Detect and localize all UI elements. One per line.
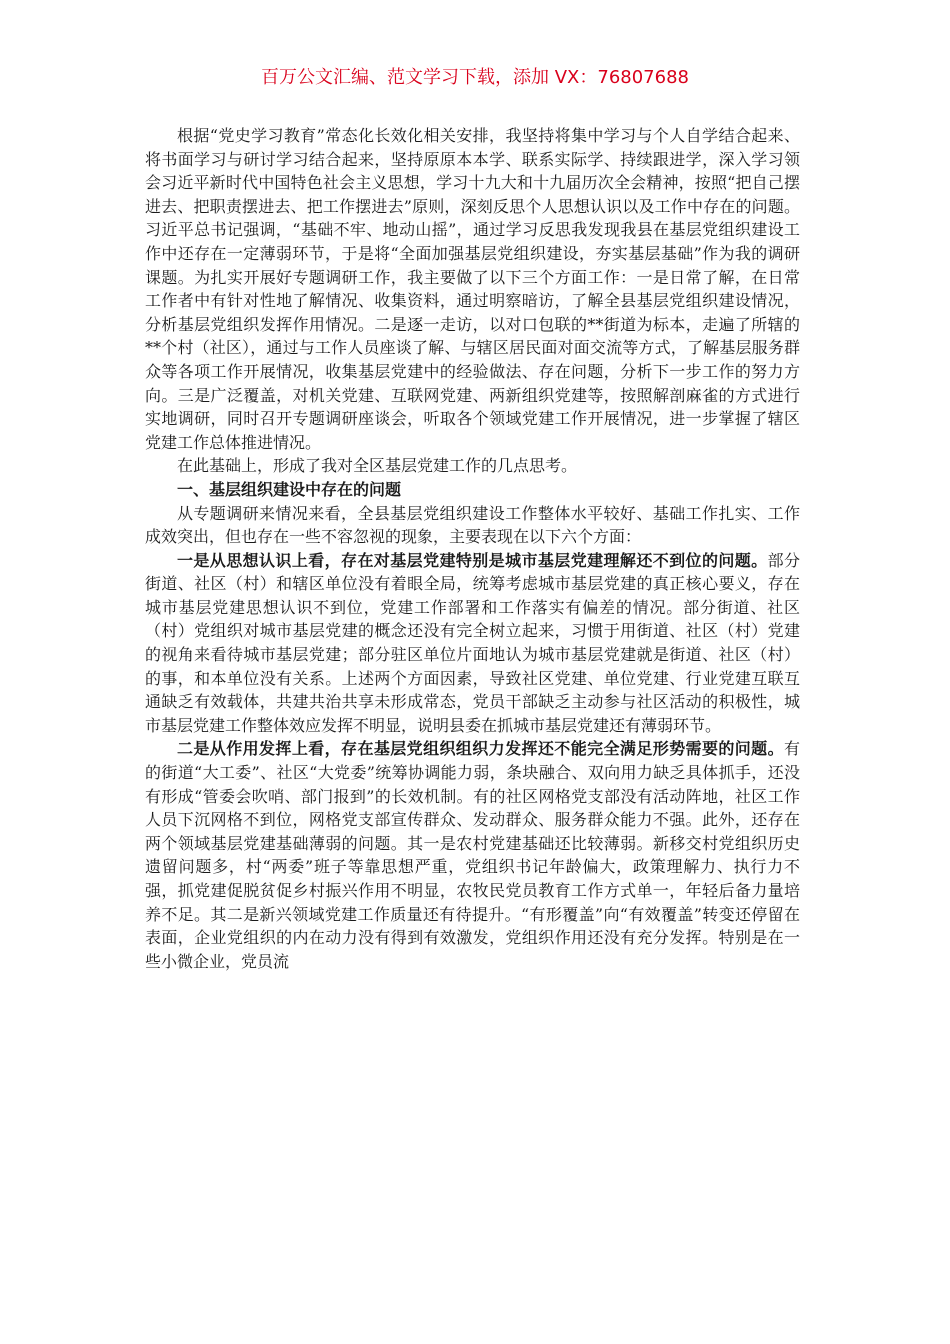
- point-2-lead: 二是从作用发挥上看，存在基层党组织组织力发挥还不能完全满足形势需要的问题。: [177, 739, 784, 759]
- header-banner: 百万公文汇编、范文学习下载，添加 VX：76807688: [261, 67, 689, 88]
- section-heading-1: 一、基层组织建设中存在的问题: [177, 479, 402, 499]
- paragraph-point-1: [145, 549, 800, 738]
- paragraph-point-2: [145, 737, 800, 973]
- paragraph-intro: 根据“党史学习教育”常态化长效化相关安排，我坚持将集中学习与个人自学结合起来、将书面学习与研讨学习结合起来，坚持原原本本学、联系实际学、持续跟进学，深入学习领会习近平新时代中国特色社会主义思想，学习十九大和十九届历次全会精神，按照“把自己摆进去、把职责摆进去、把工作摆进去”原则，深刻反思个人思想认识以及工作中存在的问题。习近平总书记强调，“基础不牢、地动山摇”，通过学习反思我发现我县在基层党组织建设工作中还存在一定薄弱环节，于是将“全面加强基层党组织建设，夯实基层基础”作为我的调研课题。为扎实开展好专题调研工作，我主要做了以下三个方面工作：一是日常了解，在日常工作者中有针对性地了解情况、收集资料，通过明察暗访，了解全县基层党组织建设情况，分析基层党组织发挥作用情况。二是逐一走访，以对口包联的**街道为标本，走遍了所辖的**个村（社区），通过与工作人员座谈了解、与辖区居民面对面交流等方式，了解基层服务群众等各项工作开展情况，收集基层党建中的经验做法、存在问题，分析下一步工作的努力方向。三是广泛覆盖，对机关党建、互联网党建、两新组织党建等，按照解剖麻雀的方式进行实地调研，同时召开专题调研座谈会，听取各个领域党建工作开展情况，进一步掌握了辖区党建工作总体推进情况。: [145, 126, 800, 452]
- paragraph-overview: 从专题调研来情况来看，全县基层党组织建设工作整体水平较好、基础工作扎实、工作成效突出，但也存在一些不容忽视的现象，主要表现在以下六个方面：: [145, 503, 800, 547]
- document-body: [145, 124, 800, 973]
- point-2-text: 有的街道“大工委”、社区“大党委”统筹协调能力弱，条块融合、双向用力缺乏具体抓手，还没有形成“管委会吹哨、部门报到”的长效机制。有的社区网格党支部没有活动阵地，社区工作人员下沉网格不到位，网格党支部宣传群众、发动群众、服务群众能力不强。此外，还存在两个领域基层党建基础薄弱的问题。其一是农村党建基础还比较薄弱。新移交村党组织历史遗留问题多，村“两委”班子等靠思想严重，党组织书记年龄偏大，政策理解力、执行力不强，抓党建促脱贫促乡村振兴作用不明显，农牧民党员教育工作方式单一，年轻后备力量培养不足。其二是新兴领域党建工作质量还有待提升。“有形覆盖”向“有效覆盖”转变还停留在表面，企业党组织的内在动力没有得到有效激发，党组织作用还没有充分发挥。特别是在一些小微企业，党员流: [145, 739, 800, 971]
- point-1-lead: 一是从思想认识上看，存在对基层党建特别是城市基层党建理解还不到位的问题。: [177, 550, 768, 570]
- point-1-text: 部分街道、社区（村）和辖区单位没有着眼全局，统筹考虑城市基层党建的真正核心要义，存在城市基层党建思想认识不到位，党建工作部署和工作落实有偏差的情况。部分街道、社区（村）党组织对城市基层党建的概念还没有完全树立起来，习惯于用街道、社区（村）党建的视角来看待城市基层党建；部分驻区单位片面地认为城市基层党建就是街道、社区（村）的事，和本单位没有关系。上述两个方面因素，导致社区党建、单位党建、行业党建互联互通缺乏有效载体，共建共治共享未形成常态，党员干部缺乏主动参与社区活动的积极性，城市基层党建工作整体效应发挥不明显，说明县委在抓城市基层党建还有薄弱环节。: [145, 550, 800, 735]
- paragraph-summary: 在此基础上，形成了我对全区基层党建工作的几点思考。: [177, 456, 578, 476]
